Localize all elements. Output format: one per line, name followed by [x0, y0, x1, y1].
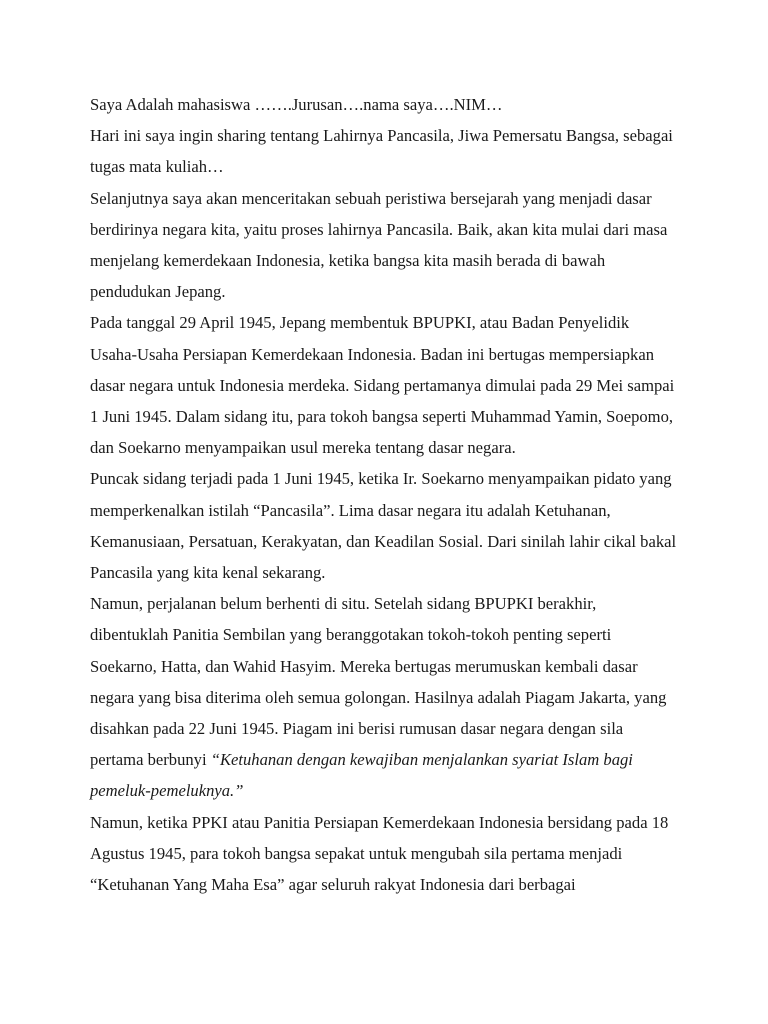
paragraph-opening — [90, 183, 678, 308]
paragraph-intro — [90, 89, 678, 120]
paragraph-text: Selanjutnya saya akan menceritakan sebuah peristiwa bersejarah yang menjadi dasar berdirinya negara kita, yaitu proses lahirnya Pancasila. Baik, akan kita mulai dari masa menjelang kemerdekaan Indonesia, ketika bangsa kita masih berada di bawah pendudukan Jepang. — [90, 188, 668, 302]
paragraph-quote-italic: “Ketuhanan dengan kewajiban menjalankan syariat Islam bagi pemeluk-pemeluknya.” — [90, 750, 633, 801]
paragraph-ppki — [90, 807, 678, 901]
paragraph-topic — [90, 120, 678, 182]
paragraph-june-first — [90, 463, 678, 588]
paragraph-text: Namun, perjalanan belum berhenti di situ. Setelah sidang BPUPKI berakhir, dibentuklah Panitia Sembilan yang beranggotakan tokoh-tokoh penting seperti Soekarno, Hatta, dan Wahid Hasyim. Mereka bertugas merumuskan kembali dasar negara yang bisa diterima oleh semua golongan. Hasilnya adalah Piagam Jakarta, yang disahkan pada 22 Juni 1945. Piagam ini berisi rumusan dasar negara dengan sila pertama berbunyi — [90, 594, 667, 770]
paragraph-bpupki — [90, 307, 678, 463]
paragraph-text: Pada tanggal 29 April 1945, Jepang membentuk BPUPKI, atau Badan Penyelidik Usaha-Usaha Persiapan Kemerdekaan Indonesia. Badan ini bertugas mempersiapkan dasar negara untuk Indonesia merdeka. Sidang pertamanya dimulai pada 29 Mei sampai 1 Juni 1945. Dalam sidang itu, para tokoh bangsa seperti Muhammad Yamin, Soepomo, dan Soekarno menyampaikan usul mereka tentang dasar negara. — [90, 313, 675, 458]
paragraph-text: Puncak sidang terjadi pada 1 Juni 1945, ketika Ir. Soekarno menyampaikan pidato yang memperkenalkan istilah “Pancasila”. Lima dasar negara itu adalah Ketuhanan, Kemanusiaan, Persatuan, Kerakyatan, dan Keadilan Sosial. Dari sinilah lahir cikal bakal Pancasila yang kita kenal sekarang. — [90, 469, 677, 583]
paragraph-text: Hari ini saya ingin sharing tentang Lahirnya Pancasila, Jiwa Pemersatu Bangsa, sebagai tugas mata kuliah… — [90, 126, 673, 177]
paragraph-text: Namun, ketika PPKI atau Panitia Persiapan Kemerdekaan Indonesia bersidang pada 18 Agustus 1945, para tokoh bangsa sepakat untuk mengubah sila pertama menjadi “Ketuhanan Yang Maha Esa” agar seluruh rakyat Indonesia dari berbagai — [90, 812, 669, 895]
paragraph-piagam-jakarta — [90, 588, 678, 806]
paragraph-text: Saya Adalah mahasiswa …….Jurusan….nama saya….NIM… — [90, 95, 503, 114]
